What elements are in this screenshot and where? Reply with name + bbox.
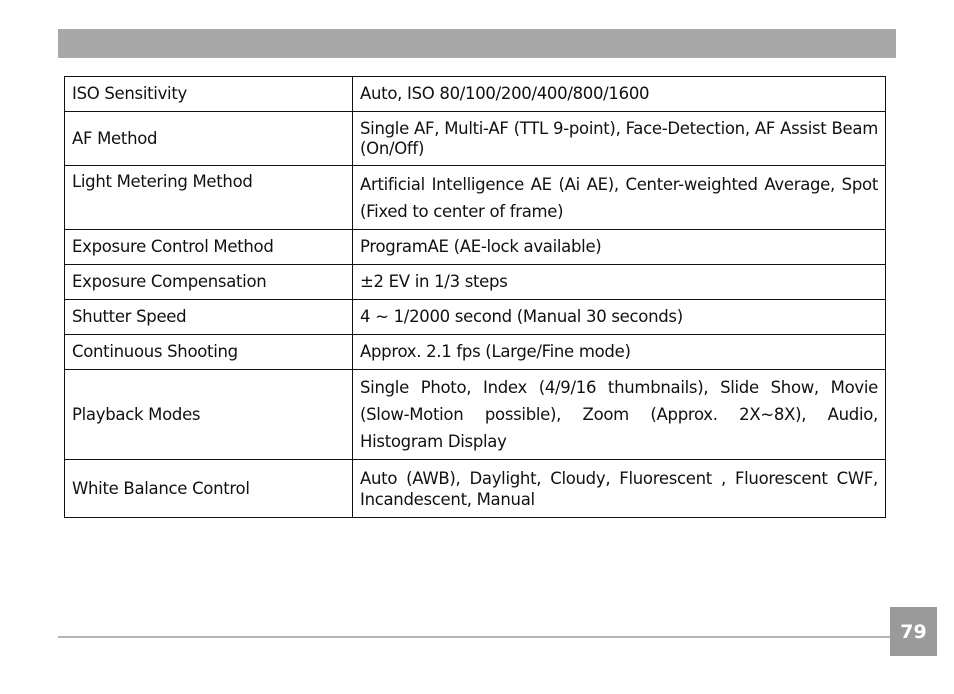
table-row (65, 265, 886, 300)
spec-value: Auto (AWB), Daylight, Cloudy, Fluorescent , Fluorescent CWF, Incandescent, Manual (353, 460, 886, 518)
table-row (65, 460, 886, 518)
page-number: 79 (890, 607, 937, 656)
spec-label: Exposure Compensation (65, 265, 353, 300)
spec-value: Single AF, Multi-AF (TTL 9-point), Face-Detection, AF Assist Beam (On/Off) (353, 112, 886, 166)
table-row (65, 230, 886, 265)
spec-label: Playback Modes (65, 370, 353, 460)
spec-value: Artificial Intelligence AE (Ai AE), Center-weighted Average, Spot (Fixed to center of frame) (353, 166, 886, 230)
spec-label: Shutter Speed (65, 300, 353, 335)
table-row (65, 335, 886, 370)
table-row (65, 370, 886, 460)
spec-label: Exposure Control Method (65, 230, 353, 265)
spec-label: ISO Sensitivity (65, 77, 353, 112)
spec-value: Auto, ISO 80/100/200/400/800/1600 (353, 77, 886, 112)
spec-value: ±2 EV in 1/3 steps (353, 265, 886, 300)
spec-label: White Balance Control (65, 460, 353, 518)
spec-label: Light Metering Method (65, 166, 353, 230)
spec-value: Approx. 2.1 fps (Large/Fine mode) (353, 335, 886, 370)
spec-value: ProgramAE (AE-lock available) (353, 230, 886, 265)
table-row (65, 77, 886, 112)
spec-label: Continuous Shooting (65, 335, 353, 370)
header-bar (58, 29, 896, 58)
table-row (65, 166, 886, 230)
spec-value: 4 ~ 1/2000 second (Manual 30 seconds) (353, 300, 886, 335)
spec-label: AF Method (65, 112, 353, 166)
spec-value: Single Photo, Index (4/9/16 thumbnails), Slide Show, Movie (Slow-Motion possible), Zoom (Approx. 2X~8X), Audio, Histogram Display (353, 370, 886, 460)
table-row (65, 300, 886, 335)
table-row (65, 112, 886, 166)
footer-divider (58, 636, 890, 638)
spec-table (64, 76, 886, 518)
